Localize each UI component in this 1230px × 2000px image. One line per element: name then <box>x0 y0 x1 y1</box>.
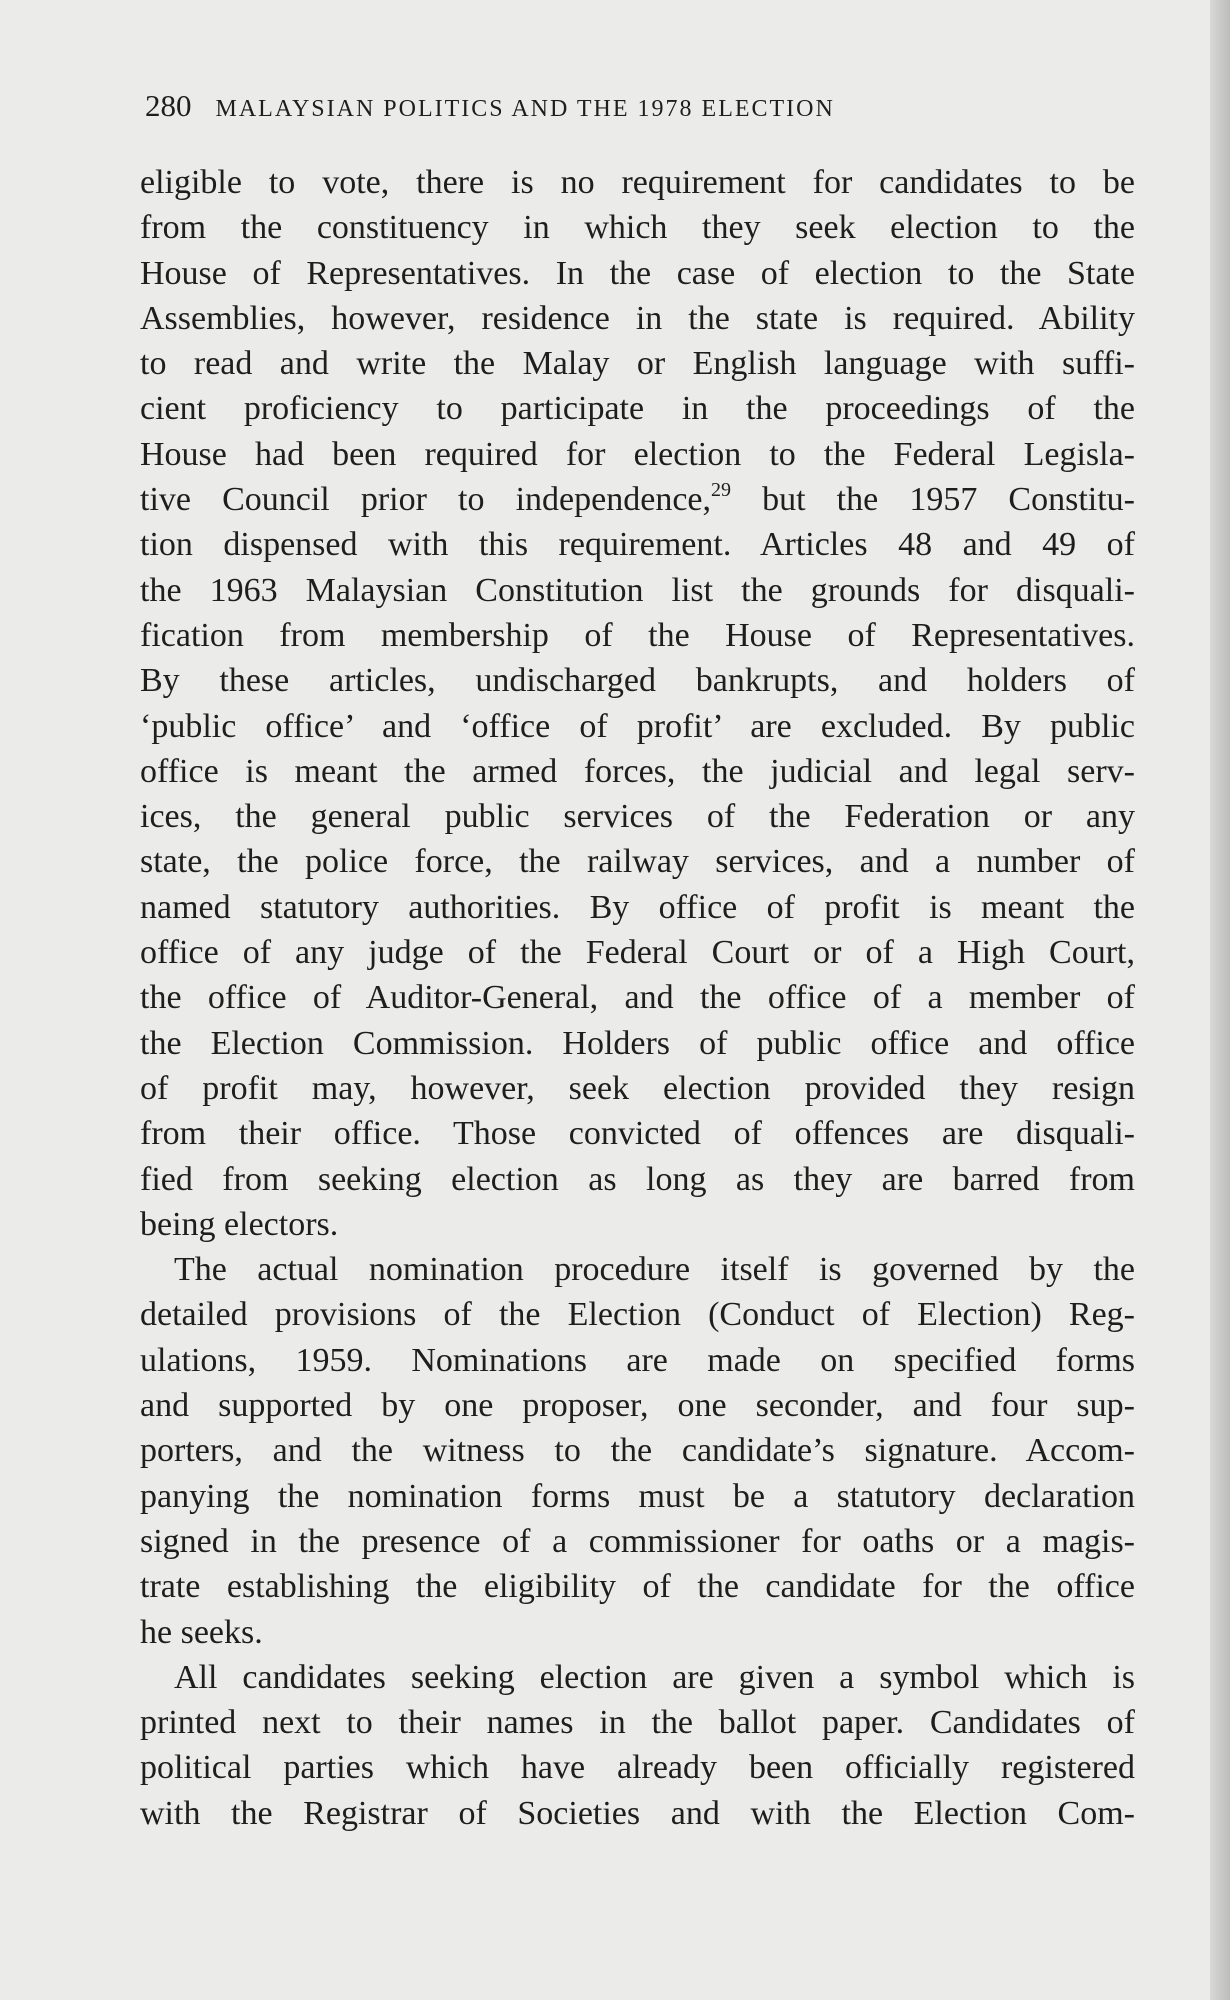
text-segment: but the 1957 Constitu- <box>731 481 1135 519</box>
text-segment: tive Council prior to independence, <box>140 481 712 519</box>
text-line: ‘public office’ and ‘office of profit’ are excluded. By public <box>140 707 1135 745</box>
text-line: House had been required for election to the Federal Legisla- <box>140 435 1135 473</box>
text-line: from the constituency in which they seek election to the <box>140 209 1135 247</box>
page-edge-shadow <box>1210 0 1230 2000</box>
paragraph <box>140 160 1135 1247</box>
text-line: named statutory authorities. By office of profit is meant the <box>140 888 1135 926</box>
text-line: office is meant the armed forces, the judicial and legal serv- <box>140 752 1135 790</box>
footnote-reference[interactable]: 29 <box>711 479 732 502</box>
text-line: he seeks. <box>140 1613 263 1651</box>
text-line: the 1963 Malaysian Constitution list the grounds for disquali- <box>140 571 1135 609</box>
text-line: to read and write the Malay or English language with suffi- <box>140 345 1135 383</box>
text-line: Assemblies, however, residence in the state is required. Ability <box>140 299 1135 337</box>
text-line: signed in the presence of a commissioner for oaths or a magis- <box>140 1522 1135 1560</box>
text-line: House of Representatives. In the case of election to the State <box>140 254 1135 292</box>
text-line: from their office. Those convicted of offences are disquali- <box>140 1115 1135 1153</box>
text-line: fication from membership of the House of Representatives. <box>140 616 1135 654</box>
body-text <box>140 160 1135 1836</box>
text-line: All candidates seeking election are given a symbol which is <box>174 1658 1135 1696</box>
text-line: cient proficiency to participate in the proceedings of the <box>140 390 1135 428</box>
paragraph <box>140 1655 1135 1836</box>
paragraph <box>140 1247 1135 1655</box>
text-line: ulations, 1959. Nominations are made on specified forms <box>140 1341 1135 1379</box>
text-line: The actual nomination procedure itself is governed by the <box>174 1251 1135 1289</box>
text-line: By these articles, undischarged bankrupts, and holders of <box>140 662 1135 700</box>
text-line: and supported by one proposer, one seconder, and four sup- <box>140 1387 1135 1425</box>
text-line: the Election Commission. Holders of public office and office <box>140 1024 1135 1062</box>
running-header <box>145 88 835 124</box>
text-line: fied from seeking election as long as they are barred from <box>140 1160 1135 1198</box>
text-line: office of any judge of the Federal Court or of a High Court, <box>140 934 1135 972</box>
text-line: trate establishing the eligibility of the candidate for the office <box>140 1568 1135 1606</box>
text-line: with the Registrar of Societies and with the Election Com- <box>140 1794 1135 1832</box>
text-line: panying the nomination forms must be a statutory declaration <box>140 1477 1135 1515</box>
text-line: of profit may, however, seek election provided they resign <box>140 1069 1135 1107</box>
page-number: 280 <box>145 88 192 123</box>
text-line: porters, and the witness to the candidate’s signature. Accom- <box>140 1432 1135 1470</box>
running-title: MALAYSIAN POLITICS AND THE 1978 ELECTION <box>215 96 835 122</box>
text-line: the office of Auditor-General, and the office of a member of <box>140 979 1135 1017</box>
text-line: tion dispensed with this requirement. Articles 48 and 49 of <box>140 526 1135 564</box>
text-line: ices, the general public services of the Federation or any <box>140 798 1135 836</box>
text-line: printed next to their names in the ballot paper. Candidates of <box>140 1704 1135 1742</box>
text-line: detailed provisions of the Election (Conduct of Election) Reg- <box>140 1296 1135 1334</box>
text-line: state, the police force, the railway services, and a number of <box>140 843 1135 881</box>
text-line: being electors. <box>140 1205 339 1243</box>
text-line: political parties which have already been officially registered <box>140 1749 1135 1787</box>
text-line <box>140 477 1135 522</box>
text-line: eligible to vote, there is no requirement for candidates to be <box>140 164 1135 201</box>
